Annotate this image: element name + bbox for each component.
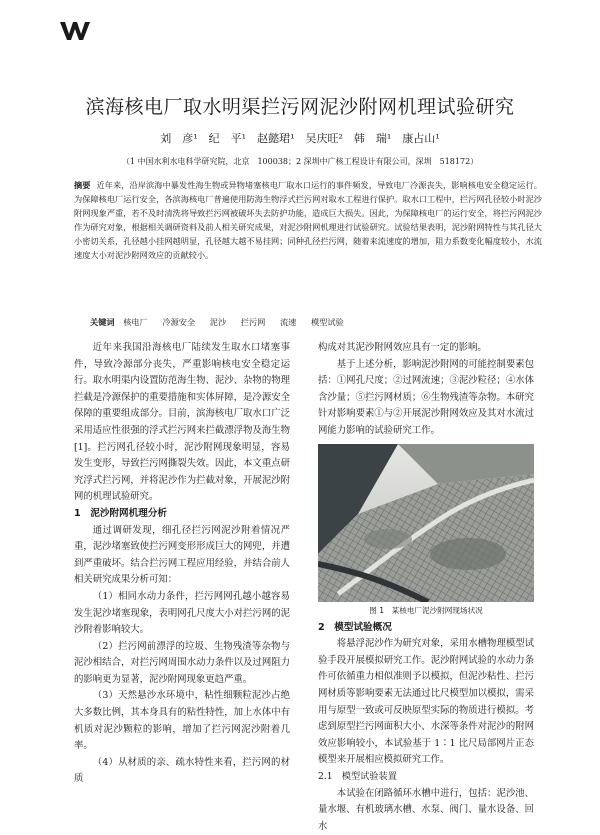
subsection-heading: 2.1 模型试验装置: [318, 769, 534, 786]
author-list: 刘 彦¹ 纪 平¹ 赵懿珺¹ 吴庆旺² 韩 瑞¹ 康占山¹: [0, 130, 600, 146]
list-item: （1）相同水动力条件，拦污网网孔越小越容易发生泥沙堵塞现象，表明网孔尺度大小对拦污网的泥沙附着影响较大。: [74, 589, 290, 639]
abstract: [74, 178, 542, 262]
keyword: 核电厂: [123, 317, 148, 327]
intro-paragraph: 近年来我国沿海核电厂陆续发生取水口堵塞事件，导致冷源部分丧失，严重影响核电安全稳定运行。取水明渠内设置防范海生物、泥沙、杂物的物理拦截是冷源保护的重要措施和实体屏障，是冷源安全保障的重要组成部分。目前，滨海核电厂取水口广泛采用适应性很强的浮式拦污网来拦截漂浮物及海生物[1]。拦污网孔径较小时，泥沙附网现象明显，容易发生变形，导致拦污网撕裂失效。因此，本文重点研究浮式拦污网，并将泥沙作为拦截对象，开展泥沙附网的机理试验研究。: [74, 340, 290, 506]
keywords-label: 关键词: [90, 317, 115, 327]
paragraph: 将悬浮泥沙作为研究对象，采用水槽物理模型试验手段开展模拟研究工作。泥沙附网试验的水动力条件可依循重力相似准则予以模拟，但泥沙粘性、拦污网材质等影响要素无法通过比尺模型加以模拟，需采用与原型一致或可反映原型实际的物质进行模拟。考虑到原型拦污网面积大小、水深等条件对泥沙的附网效应影响较小，本试验基于 1∶1 比尺局部网片正态模型来开展相应模拟研究工作。: [318, 636, 534, 769]
list-item: （4）从材质的亲、疏水特性来看，拦污网的材质: [74, 755, 290, 788]
figure-photo: [318, 444, 534, 602]
figure-caption: 图 1 某核电厂泥沙附网现场状况: [318, 604, 534, 618]
paragraph: 构成对其泥沙附网效应具有一定的影响。: [318, 340, 534, 357]
keyword: 流速: [280, 317, 296, 327]
paragraph: 通过调研发现，细孔径拦污网泥沙附着情况严重，泥沙堵塞致使拦污网变形形成巨大的网兜，并遭到严重破坏。结合拦污网工程应用经验，并结合前人相关研究成果分析可知：: [74, 523, 290, 589]
list-item: （2）拦污网前漂浮的垃圾、生物残渣等杂物与泥沙相结合，对拦污网周围水动力条件以及过网阻力的影响更为显著，泥沙附网现象更趋严重。: [74, 639, 290, 689]
keyword: 冷源安全: [162, 317, 195, 327]
left-column: [74, 340, 290, 788]
keywords: [90, 316, 542, 328]
affiliation: （1 中国水利水电科学研究院，北京 100038；2 深圳中广核工程设计有限公司，深圳 518172）: [0, 156, 600, 167]
section-heading: 2 模型试验概况: [318, 620, 534, 637]
paragraph: 本试验在闭路循环水槽中进行，包括：泥沙池、量水堰、有机玻璃水槽、水泵、阀门、量水设备、回水: [318, 786, 534, 835]
list-item: （3）天然悬沙水环境中，粘性细颗粒泥沙占绝大多数比例，其本身具有的粘性特性，加上水体中有机质对泥沙颗粒的影响，增加了拦污网泥沙附着几率。: [74, 688, 290, 754]
keyword: 拦污网: [241, 317, 266, 327]
abstract-text: 近年来，沿岸滨海中暴发性海生物或异物堵塞核电厂取水口运行的事件频发，导致电厂冷源丧失，影响核电安全稳定运行。为保障核电厂运行安全，各滨海核电厂普遍使用防海生物浮式拦污网对取水工程进行保护。取水口工程中，拦污网孔径较小时泥沙附网现象严重，若不及时清洗将导致拦污网被破坏失去防护功能，造成巨大损失。因此，为保障核电厂的运行安全，将拦污网泥沙作为研究对象，根据相关调研资料及前人相关研究成果，对泥沙附网机理进行试验研究。试验结果表明，泥沙附网特性与其孔径大小密切关系，孔径越小挂网越明显，孔径越大越不易挂网；同种孔径拦污网，随着来流速度的增加，阻力系数变化幅度较小，水流速度大小对泥沙附网效应的贡献较小。: [74, 180, 542, 260]
right-column: [318, 340, 534, 835]
paper-title: 滨海核电厂取水明渠拦污网泥沙附网机理试验研究: [0, 92, 600, 119]
section-heading: 1 泥沙附网机理分析: [74, 506, 290, 523]
abstract-label: 摘要: [74, 180, 91, 190]
keyword: 模型试验: [311, 317, 344, 327]
journal-logo: [60, 22, 90, 40]
paragraph: 基于上述分析，影响泥沙附网的可能控制要素包括：①网孔尺度；②过网流速；③泥沙粒径；④水体含沙量；⑤拦污网材质；⑥生物残渣等杂物。本研究针对影响要素①与②开展泥沙附网效应及其对水流过网能力影响的试验研究工作。: [318, 357, 534, 440]
keyword: 泥沙: [210, 317, 226, 327]
